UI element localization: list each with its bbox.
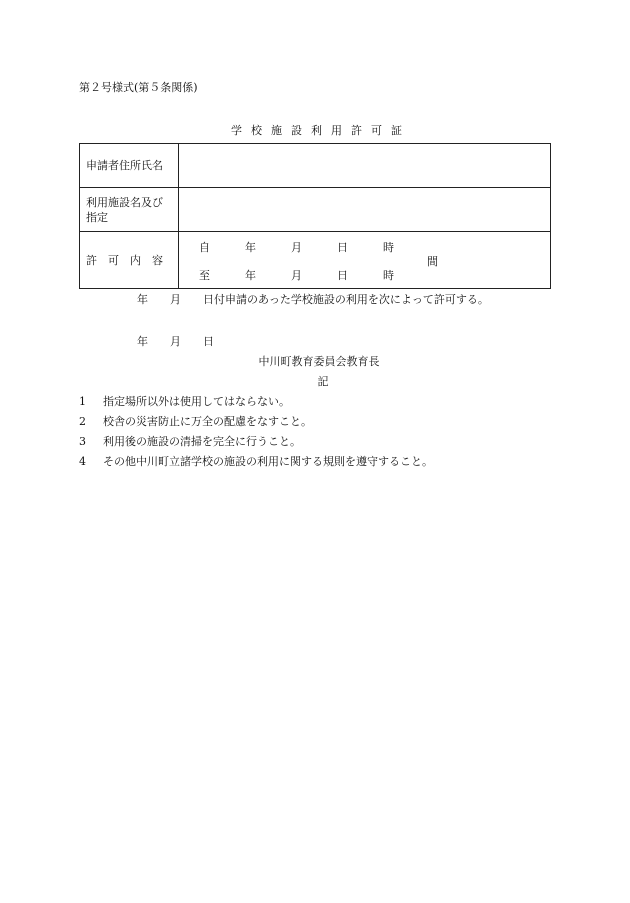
from-month: 月	[291, 241, 302, 254]
issue-date	[137, 336, 214, 347]
document-title: 学校施設利用許可証	[231, 124, 411, 137]
to-prefix: 至	[199, 269, 210, 282]
from-prefix: 自	[199, 241, 210, 254]
ki-heading: 記	[317, 375, 329, 388]
note-year: 年	[137, 293, 148, 306]
condition-item	[79, 416, 433, 436]
condition-text: 指定場所以外は使用してはならない。	[103, 395, 290, 408]
from-year: 年	[245, 241, 256, 254]
condition-text: その他中川町立諸学校の施設の利用に関する規則を遵守すること。	[103, 455, 433, 468]
condition-number: 1	[79, 395, 86, 408]
condition-item	[79, 436, 433, 456]
issue-day: 日	[203, 335, 214, 348]
facility-label: 利用施設名及び指定	[86, 195, 163, 224]
condition-item	[79, 396, 433, 416]
to-year: 年	[245, 269, 256, 282]
applicant-label: 申請者住所氏名	[80, 144, 179, 188]
condition-text: 利用後の施設の清掃を完全に行うこと。	[103, 435, 301, 448]
permission-row	[80, 232, 551, 289]
issue-month: 月	[170, 335, 181, 348]
to-hour: 時	[383, 269, 394, 282]
issue-year: 年	[137, 335, 148, 348]
facility-value	[179, 188, 551, 232]
permission-statement	[137, 294, 489, 305]
condition-text: 校舎の災害防止に万全の配慮をなすこと。	[103, 415, 312, 428]
to-month: 月	[291, 269, 302, 282]
form-number-label: 第２号様式(第５条関係)	[79, 81, 198, 94]
facility-row	[80, 188, 551, 232]
duration-suffix: 間	[427, 255, 438, 268]
permission-content	[179, 232, 551, 289]
condition-number: 4	[79, 455, 86, 468]
permit-table	[79, 143, 551, 289]
to-day: 日	[337, 269, 348, 282]
applicant-value	[179, 144, 551, 188]
conditions-list	[79, 396, 433, 476]
condition-number: 2	[79, 415, 86, 428]
from-day: 日	[337, 241, 348, 254]
applicant-row	[80, 144, 551, 188]
permission-label: 許 可 内 容	[80, 232, 179, 289]
note-month: 月	[170, 293, 181, 306]
condition-item	[79, 456, 433, 476]
note-text: 日付申請のあった学校施設の利用を次によって許可する。	[203, 293, 489, 306]
condition-number: 3	[79, 435, 86, 448]
issuer-title: 中川町教育委員会教育長	[258, 355, 380, 368]
from-hour: 時	[383, 241, 394, 254]
